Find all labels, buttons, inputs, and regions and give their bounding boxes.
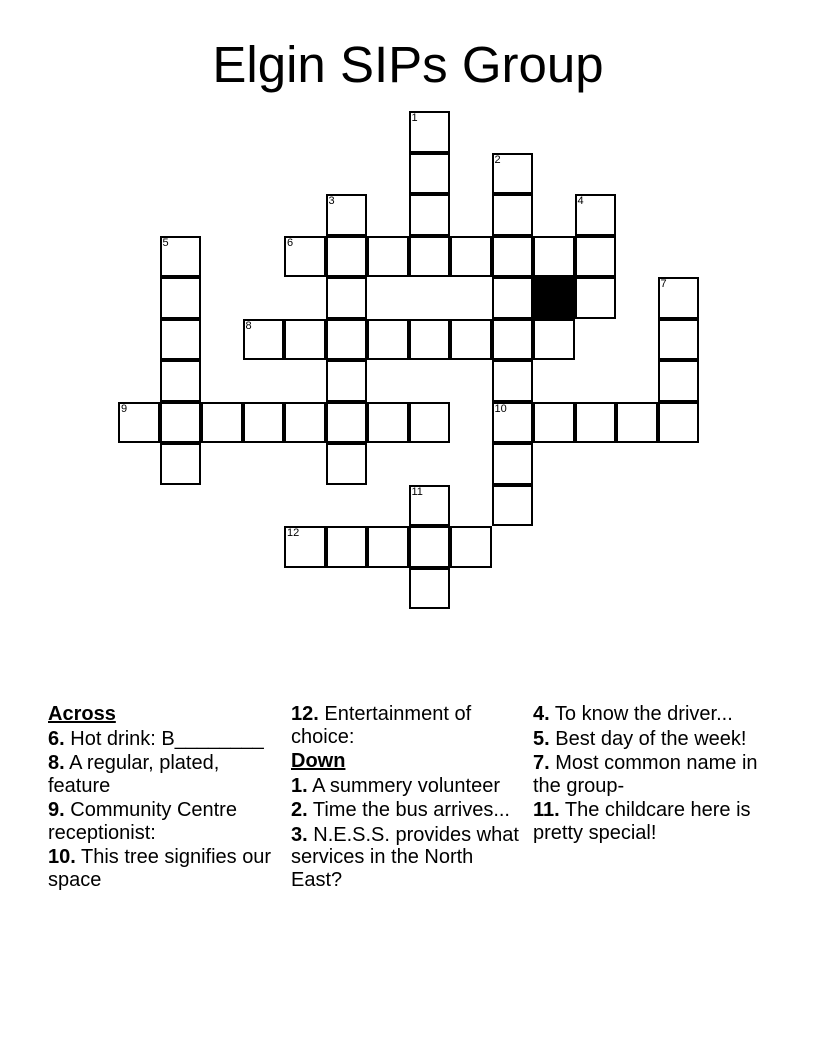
- clue-number: 1.: [291, 774, 308, 797]
- clue-number: 4.: [533, 703, 550, 725]
- grid-cell[interactable]: [409, 526, 451, 568]
- grid-cell[interactable]: [160, 277, 202, 319]
- grid-cell[interactable]: [575, 277, 617, 319]
- clue-across-10: [48, 846, 286, 891]
- clue-down-11: [533, 799, 771, 844]
- grid-cell[interactable]: [533, 236, 575, 278]
- grid-cell[interactable]: [409, 111, 451, 153]
- clue-text: Entertainment of choice:: [291, 703, 472, 748]
- grid-cell[interactable]: [409, 485, 451, 527]
- grid-cell[interactable]: [284, 236, 326, 278]
- grid-cell[interactable]: [492, 194, 534, 236]
- grid-cell[interactable]: [284, 319, 326, 361]
- clue-number-label: 6: [287, 236, 294, 249]
- clue-number-label: 2: [494, 153, 501, 166]
- clue-text: A regular, plated, feature: [48, 752, 220, 797]
- clue-down-3: [291, 824, 529, 892]
- grid-cell[interactable]: [326, 319, 368, 361]
- clue-number-label: 3: [328, 195, 335, 207]
- grid-cell[interactable]: [367, 526, 409, 568]
- grid-cell[interactable]: [616, 402, 658, 444]
- down-heading: Down: [291, 750, 346, 772]
- page-title: Elgin SIPs Group: [212, 36, 604, 93]
- grid-cell[interactable]: [118, 402, 160, 444]
- clue-number: 12.: [291, 703, 319, 725]
- grid-cell[interactable]: [160, 236, 202, 278]
- grid-cell[interactable]: [160, 402, 202, 444]
- grid-cell[interactable]: [492, 402, 534, 444]
- grid-cell[interactable]: [409, 568, 451, 610]
- grid-cell[interactable]: [326, 360, 368, 402]
- clue-number: 10.: [48, 846, 76, 868]
- clue-number: 8.: [48, 752, 65, 774]
- clue-number-label: 10: [494, 402, 507, 415]
- grid-cell[interactable]: [326, 194, 368, 236]
- clues-column-3: [533, 703, 771, 846]
- clue-number: 2.: [291, 799, 308, 821]
- grid-cell[interactable]: [326, 277, 368, 319]
- clue-text: Most common name in the group-: [533, 752, 758, 797]
- grid-cell[interactable]: [326, 236, 368, 278]
- grid-cell[interactable]: [450, 526, 492, 568]
- clue-number: 3.: [291, 823, 308, 846]
- clue-across-6: [48, 728, 286, 751]
- grid-cell[interactable]: [409, 236, 451, 278]
- clue-across-8: [48, 752, 286, 797]
- clue-number: 5.: [533, 727, 550, 750]
- clues-column-1: [48, 703, 286, 893]
- clue-text: Hot drink: B________: [70, 727, 264, 750]
- clue-text: This tree signifies our space: [48, 846, 272, 891]
- clue-text: The childcare here is pretty special!: [533, 799, 751, 844]
- clue-number: 9.: [48, 799, 65, 821]
- across-heading: Across: [48, 703, 116, 725]
- clue-down-5: [533, 728, 771, 751]
- clue-number-label: 1: [411, 112, 418, 124]
- grid-cell[interactable]: [492, 277, 534, 319]
- clue-number-label: 8: [245, 319, 252, 332]
- grid-cell[interactable]: [492, 360, 534, 402]
- grid-cell[interactable]: [658, 402, 700, 444]
- grid-cell[interactable]: [367, 319, 409, 361]
- grid-cell[interactable]: [492, 236, 534, 278]
- grid-cell[interactable]: [160, 360, 202, 402]
- clue-text: To know the driver...: [554, 703, 733, 725]
- grid-cell[interactable]: [450, 319, 492, 361]
- clue-down-4: [533, 703, 771, 726]
- clue-text: N.E.S.S. provides what services in the North East?: [291, 823, 519, 891]
- clue-text: Time the bus arrives...: [312, 799, 510, 821]
- grid-cell[interactable]: [326, 443, 368, 485]
- grid-cell[interactable]: [492, 319, 534, 361]
- clue-number-label: 4: [577, 195, 584, 207]
- clues-column-2: [291, 703, 529, 893]
- grid-cell[interactable]: [367, 402, 409, 444]
- clue-down-1: [291, 775, 529, 798]
- clue-number: 11.: [533, 799, 560, 821]
- grid-cell[interactable]: [243, 319, 285, 361]
- clue-across-12: [291, 703, 529, 748]
- grid-cell[interactable]: [160, 319, 202, 361]
- clue-text: A summery volunteer: [312, 774, 500, 797]
- grid-cell[interactable]: [533, 319, 575, 361]
- grid-cell[interactable]: [658, 319, 700, 361]
- grid-cell[interactable]: [160, 443, 202, 485]
- grid-cell[interactable]: [284, 402, 326, 444]
- grid-cell[interactable]: [450, 236, 492, 278]
- clue-number: 7.: [533, 752, 550, 774]
- clue-number: 6.: [48, 727, 65, 750]
- grid-cell[interactable]: [492, 485, 534, 527]
- grid-cell[interactable]: [575, 194, 617, 236]
- grid-cell[interactable]: [243, 402, 285, 444]
- clue-text: Community Centre receptionist:: [48, 799, 237, 844]
- grid-cell[interactable]: [284, 526, 326, 568]
- clue-number-label: 12: [287, 527, 300, 539]
- clue-down-2: [291, 799, 529, 822]
- clue-number-label: 5: [162, 236, 169, 249]
- grid-cell[interactable]: [409, 153, 451, 195]
- grid-cell[interactable]: [326, 402, 368, 444]
- grid-cell[interactable]: [367, 236, 409, 278]
- grid-block: [533, 277, 575, 319]
- clue-number-label: 9: [121, 402, 128, 415]
- clue-text: Best day of the week!: [555, 727, 747, 750]
- grid-cell[interactable]: [575, 236, 617, 278]
- clue-number-label: 11: [411, 485, 423, 498]
- grid-cell[interactable]: [326, 526, 368, 568]
- clue-across-9: [48, 799, 286, 844]
- grid-cell[interactable]: [409, 402, 451, 444]
- grid-cell[interactable]: [409, 194, 451, 236]
- grid-cell[interactable]: [658, 360, 700, 402]
- grid-cell[interactable]: [409, 319, 451, 361]
- grid-cell[interactable]: [201, 402, 243, 444]
- grid-cell[interactable]: [533, 402, 575, 444]
- clue-down-7: [533, 752, 771, 797]
- clue-number-label: 7: [660, 278, 667, 290]
- grid-cell[interactable]: [492, 153, 534, 195]
- grid-cell[interactable]: [658, 277, 700, 319]
- grid-cell[interactable]: [575, 402, 617, 444]
- grid-cell[interactable]: [492, 443, 534, 485]
